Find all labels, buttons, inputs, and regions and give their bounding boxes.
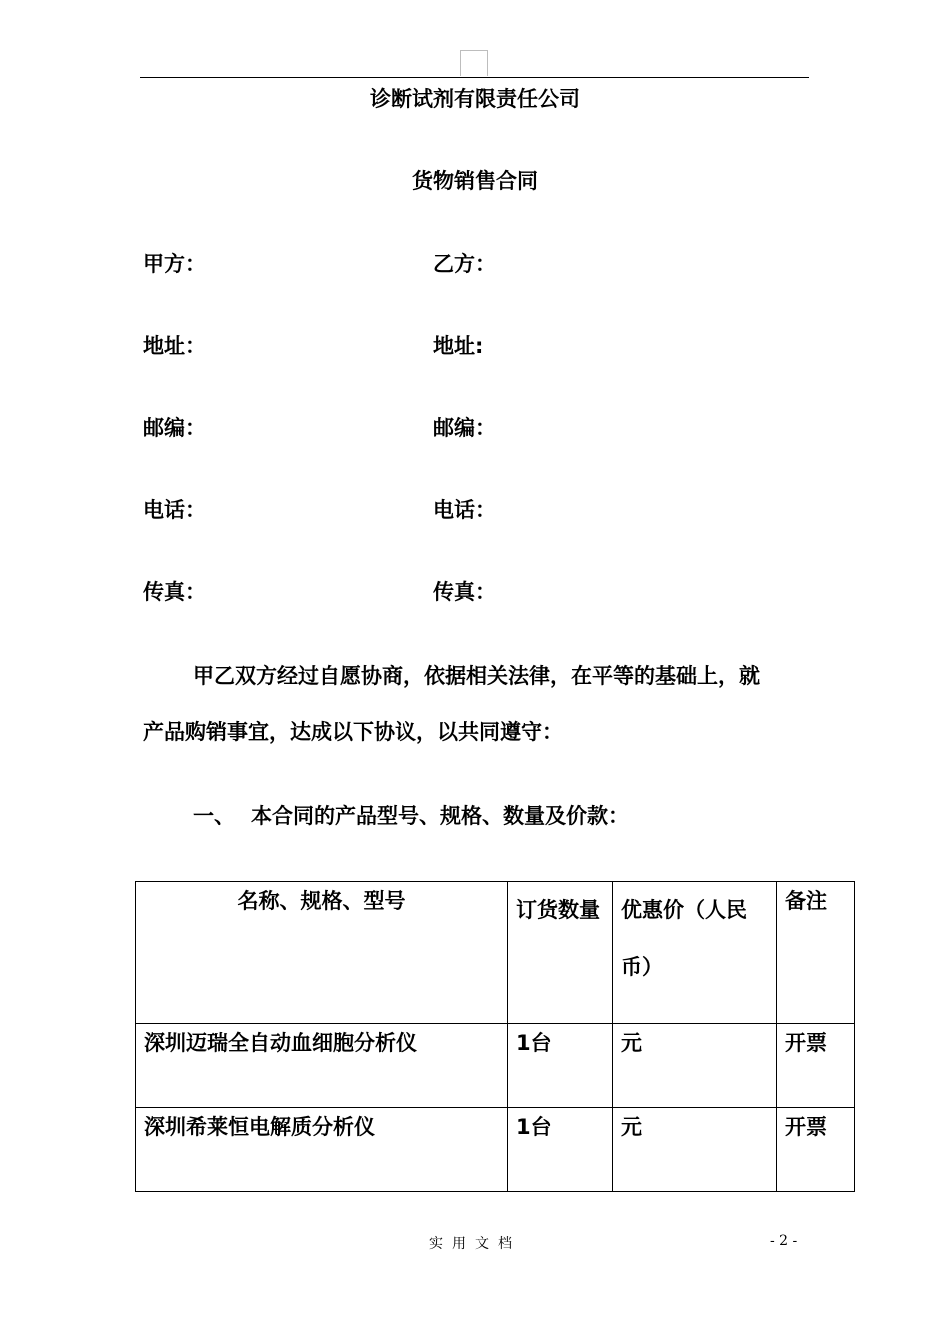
party-b-address-label: 地址: [433, 334, 484, 358]
table-row [136, 1024, 855, 1108]
table-row [136, 1108, 855, 1192]
cell-remark: 开票 [777, 1024, 855, 1108]
document-title: 货物销售合同 [412, 169, 538, 193]
header-quantity: 订货数量 [508, 882, 613, 1024]
header-mark [460, 50, 488, 76]
header-rule [140, 77, 809, 78]
party-a-label: 甲方： [143, 252, 206, 276]
section-text: 本合同的产品型号、规格、数量及价款： [251, 804, 629, 828]
party-b-zip-label: 邮编： [433, 416, 496, 440]
cell-product: 深圳迈瑞全自动血细胞分析仪 [136, 1024, 508, 1108]
cell-price: 元 [613, 1108, 777, 1192]
section-number: 一、 [193, 804, 235, 828]
party-a-zip-label: 邮编： [143, 416, 206, 440]
cell-quantity: 1台 [508, 1108, 613, 1192]
cell-price: 元 [613, 1024, 777, 1108]
cell-quantity: 1台 [508, 1024, 613, 1108]
intro-line-2: 产品购销事宜，达成以下协议，以共同遵守： [143, 720, 563, 744]
header-name-spec: 名称、规格、型号 [136, 882, 508, 1024]
party-b-fax-label: 传真： [433, 580, 496, 604]
product-table [135, 881, 855, 1192]
party-a-address-label: 地址： [143, 334, 206, 358]
page-number: - 2 - [770, 1233, 798, 1249]
party-a-phone-label: 电话： [143, 498, 206, 522]
party-a-fax-label: 传真： [143, 580, 206, 604]
table-header-row [136, 882, 855, 1024]
party-b-label: 乙方： [433, 252, 496, 276]
header-price: 优惠价（人民币） [613, 882, 777, 1024]
cell-product: 深圳希莱恒电解质分析仪 [136, 1108, 508, 1192]
footer-text: 实用文档 [429, 1236, 521, 1252]
cell-remark: 开票 [777, 1108, 855, 1192]
header-remark: 备注 [777, 882, 855, 1024]
company-name: 诊断试剂有限责任公司 [370, 87, 580, 111]
section-heading [193, 800, 629, 830]
intro-line-1: 甲乙双方经过自愿协商，依据相关法律，在平等的基础上，就 [193, 664, 760, 688]
party-b-phone-label: 电话： [433, 498, 496, 522]
